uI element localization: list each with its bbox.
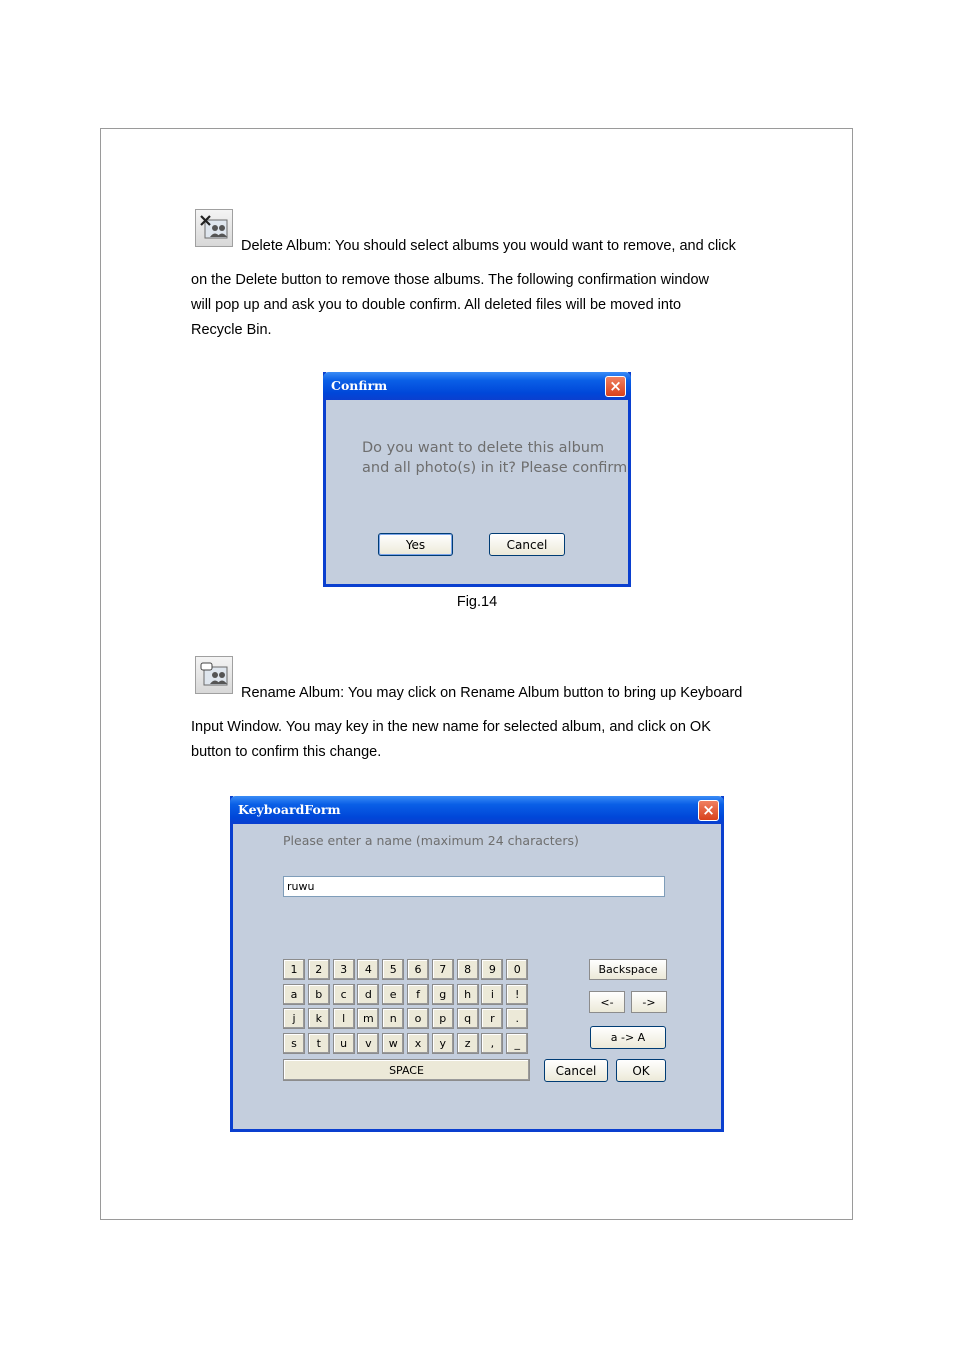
ok-button[interactable]: OK <box>616 1059 666 1082</box>
rename-line-1: Rename Album: You may click on Rename Album button to bring up Keyboard <box>241 685 743 701</box>
rename-line-2: Input Window. You may key in the new name for selected album, and click on OK <box>191 719 711 735</box>
key-4-2[interactable]: t <box>308 1033 330 1054</box>
key-1-2[interactable]: 2 <box>308 959 330 980</box>
key-3-5[interactable]: n <box>382 1008 404 1029</box>
backspace-button[interactable]: Backspace <box>589 959 667 980</box>
key-4-10[interactable]: _ <box>506 1033 528 1054</box>
key-2-4[interactable]: d <box>357 984 379 1005</box>
key-4-6[interactable]: x <box>407 1033 429 1054</box>
close-icon[interactable]: × <box>698 800 719 821</box>
keyboard-dialog <box>230 796 724 1132</box>
figure-caption: Fig.14 <box>456 594 498 610</box>
key-1-10[interactable]: 0 <box>506 959 528 980</box>
confirm-title: Confirm <box>331 378 388 393</box>
confirm-message-line-1: Do you want to delete this album <box>362 440 605 456</box>
key-1-1[interactable]: 1 <box>283 959 305 980</box>
delete-line-4: Recycle Bin. <box>191 322 272 338</box>
key-3-1[interactable]: j <box>283 1008 305 1029</box>
case-toggle-button[interactable]: a -> A <box>590 1026 666 1049</box>
cancel-button[interactable]: Cancel <box>489 533 565 556</box>
key-2-9[interactable]: i <box>481 984 503 1005</box>
keyboard-title-bar <box>230 796 724 824</box>
confirm-title-bar <box>323 372 631 400</box>
delete-album-icon[interactable] <box>195 209 233 247</box>
key-3-4[interactable]: m <box>357 1008 379 1029</box>
confirm-message <box>362 438 627 478</box>
key-2-10[interactable]: ! <box>506 984 528 1005</box>
name-input[interactable]: ruwu <box>283 876 665 897</box>
key-1-7[interactable]: 7 <box>432 959 454 980</box>
cursor-right-button[interactable]: -> <box>631 991 667 1013</box>
key-3-8[interactable]: q <box>457 1008 479 1029</box>
key-2-1[interactable]: a <box>283 984 305 1005</box>
confirm-dialog <box>323 372 631 587</box>
space-key[interactable]: SPACE <box>283 1059 530 1081</box>
cursor-left-button[interactable]: <- <box>589 991 625 1013</box>
key-1-8[interactable]: 8 <box>457 959 479 980</box>
key-2-5[interactable]: e <box>382 984 404 1005</box>
keyboard-prompt: Please enter a name (maximum 24 characters) <box>283 833 579 848</box>
key-1-4[interactable]: 4 <box>357 959 379 980</box>
rename-line-3: button to confirm this change. <box>191 744 382 760</box>
rename-album-icon[interactable] <box>195 656 233 694</box>
key-2-2[interactable]: b <box>308 984 330 1005</box>
key-3-2[interactable]: k <box>308 1008 330 1029</box>
delete-line-3: will pop up and ask you to double confirm. All deleted files will be moved into <box>191 297 682 313</box>
key-1-6[interactable]: 6 <box>407 959 429 980</box>
key-4-3[interactable]: u <box>333 1033 355 1054</box>
key-3-10[interactable]: . <box>506 1008 528 1029</box>
confirm-message-line-2: and all photo(s) in it? Please confirm <box>362 460 628 476</box>
key-2-8[interactable]: h <box>457 984 479 1005</box>
delete-line-1: Delete Album: You should select albums you would want to remove, and click <box>241 238 736 254</box>
key-4-4[interactable]: v <box>357 1033 379 1054</box>
keyboard-title: KeyboardForm <box>238 802 341 817</box>
delete-line-2: on the Delete button to remove those albums. The following confirmation window <box>191 272 709 288</box>
rename-description <box>191 715 771 765</box>
yes-button[interactable]: Yes <box>378 533 453 556</box>
key-4-9[interactable]: , <box>481 1033 503 1054</box>
key-1-3[interactable]: 3 <box>333 959 355 980</box>
key-2-3[interactable]: c <box>333 984 355 1005</box>
key-3-6[interactable]: o <box>407 1008 429 1029</box>
delete-description <box>191 268 771 343</box>
key-2-6[interactable]: f <box>407 984 429 1005</box>
key-1-9[interactable]: 9 <box>481 959 503 980</box>
key-2-7[interactable]: g <box>432 984 454 1005</box>
key-4-8[interactable]: z <box>457 1033 479 1054</box>
cancel-button[interactable]: Cancel <box>544 1059 608 1082</box>
key-4-1[interactable]: s <box>283 1033 305 1054</box>
key-3-9[interactable]: r <box>481 1008 503 1029</box>
close-icon[interactable]: × <box>605 376 626 397</box>
key-1-5[interactable]: 5 <box>382 959 404 980</box>
key-4-5[interactable]: w <box>382 1033 404 1054</box>
key-3-3[interactable]: l <box>333 1008 355 1029</box>
key-4-7[interactable]: y <box>432 1033 454 1054</box>
key-3-7[interactable]: p <box>432 1008 454 1029</box>
